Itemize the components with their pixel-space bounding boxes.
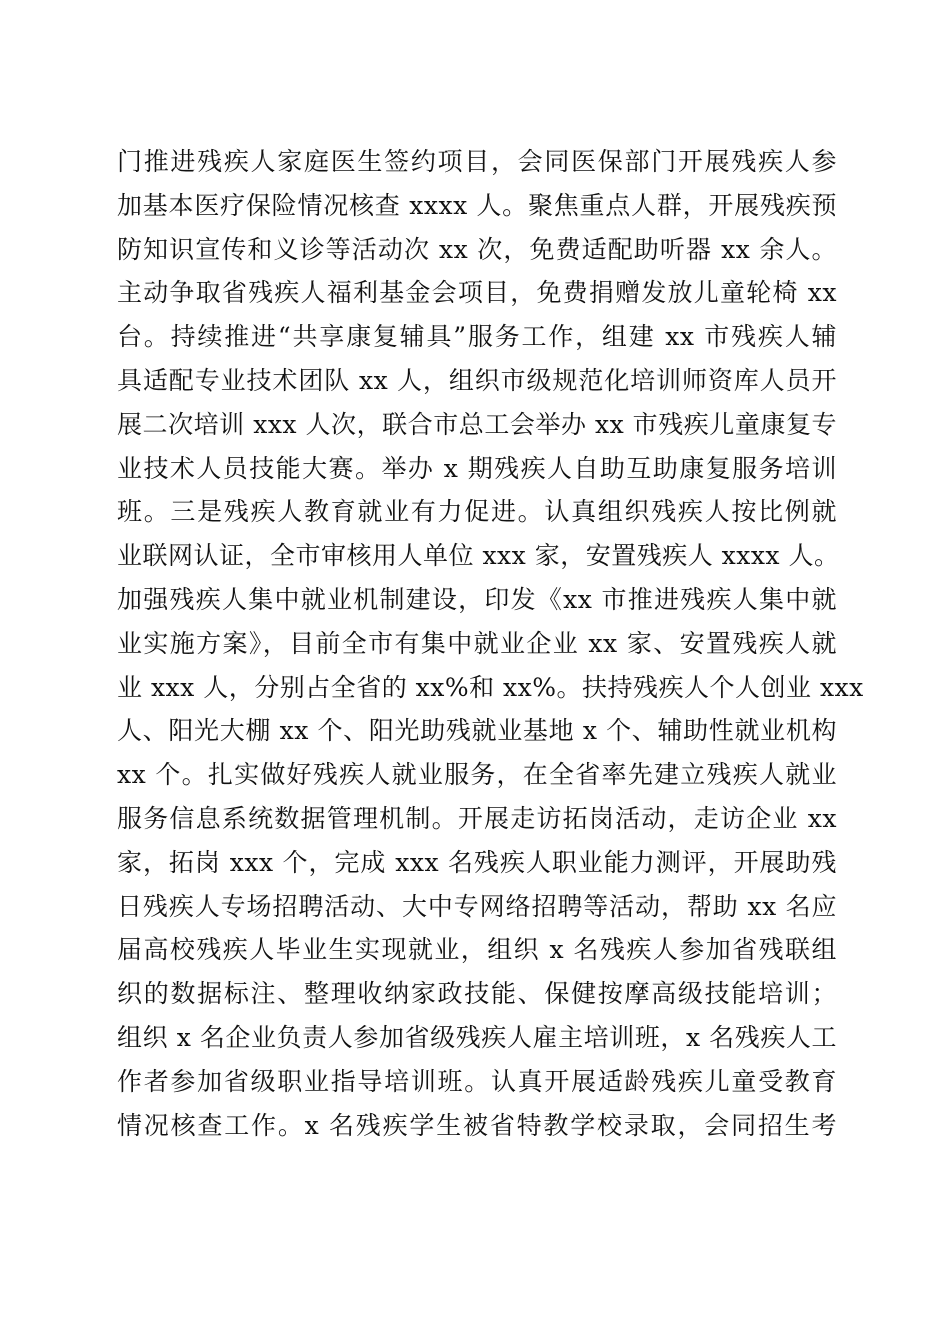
text-line: 台。持续推进“共享康复辅具”服务工作，组建 xx 市残疾人辅: [117, 322, 837, 352]
text-line: 人、阳光大棚 xx 个、阳光助残就业基地 x 个、辅助性就业机构: [117, 716, 837, 746]
text-line: 服务信息系统数据管理机制。开展走访拓岗活动，走访企业 xx: [117, 803, 837, 833]
text-line: xx 个。扎实做好残疾人就业服务，在全省率先建立残疾人就业: [117, 760, 837, 790]
text-line: 具适配专业技术团队 xx 人，组织市级规范化培训师资库人员开: [117, 365, 837, 395]
text-line: 加强残疾人集中就业机制建设，印发《xx 市推进残疾人集中就: [117, 584, 837, 614]
text-line: 防知识宣传和义诊等活动次 xx 次，免费适配助听器 xx 余人。: [117, 234, 837, 264]
text-line: 家，拓岗 xxx 个，完成 xxx 名残疾人职业能力测评，开展助残: [117, 847, 837, 877]
text-line: 业实施方案》，目前全市有集中就业企业 xx 家、安置残疾人就: [117, 628, 837, 658]
text-line: 主动争取省残疾人福利基金会项目，免费捐赠发放儿童轮椅 xx: [117, 278, 837, 308]
text-line: 门推进残疾人家庭医生签约项目，会同医保部门开展残疾人参: [117, 147, 837, 176]
text-line: 届高校残疾人毕业生实现就业，组织 x 名残疾人参加省残联组: [117, 935, 837, 965]
text-line: 织的数据标注、整理收纳家政技能、保健按摩高级技能培训；: [117, 979, 837, 1009]
text-line: 业联网认证，全市审核用人单位 xxx 家，安置残疾人 xxxx 人。: [117, 541, 840, 571]
text-line: 组织 x 名企业负责人参加省级残疾人雇主培训班，x 名残疾人工: [117, 1022, 837, 1052]
text-line: 业 xxx 人，分别占全省的 xx%和 xx%。扶持残疾人个人创业 xxx: [117, 672, 864, 702]
text-line: 加基本医疗保险情况核查 xxxx 人。聚焦重点人群，开展残疾预: [117, 190, 837, 220]
text-line: 情况核查工作。x 名残疾学生被省特教学校录取，会同招生考: [117, 1110, 837, 1140]
text-line: 业技术人员技能大赛。举办 x 期残疾人自助互助康复服务培训: [117, 453, 837, 483]
text-line: 作者参加省级职业指导培训班。认真开展适龄残疾儿童受教育: [117, 1066, 837, 1096]
text-line: 展二次培训 xxx 人次，联合市总工会举办 xx 市残疾儿童康复专: [117, 409, 837, 439]
body-text: [117, 140, 864, 1147]
text-line: 日残疾人专场招聘活动、大中专网络招聘等活动，帮助 xx 名应: [117, 891, 837, 921]
text-line: 班。三是残疾人教育就业有力促进。认真组织残疾人按比例就: [117, 497, 837, 527]
